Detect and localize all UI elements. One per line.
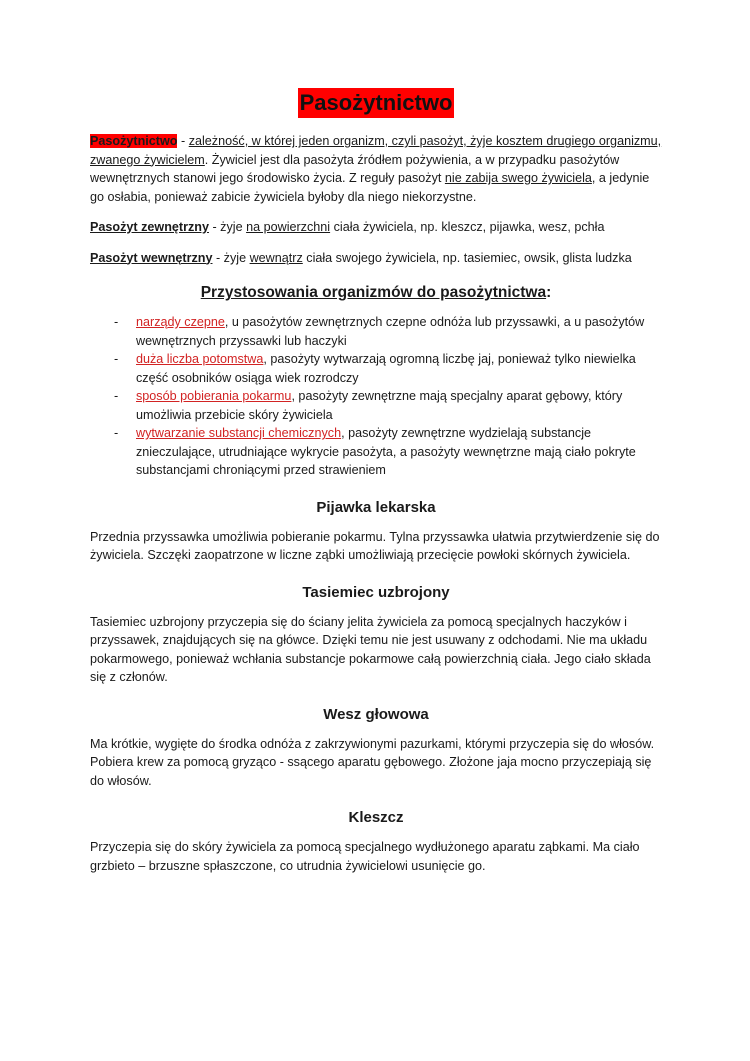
adaptations-list bbox=[90, 313, 662, 480]
adaptation-term: wytwarzanie substancji chemicznych bbox=[136, 426, 342, 440]
internal-text-1: - żyje bbox=[212, 250, 250, 265]
adaptations-heading bbox=[90, 283, 662, 303]
adaptation-text: , pasożyty wytwarzają ogromną liczbę jaj, ponieważ tylko niewielka część osobników osiąga wiek rozrodczy bbox=[136, 352, 636, 385]
adaptation-term: duża liczba potomstwa bbox=[136, 352, 264, 366]
adaptation-text: , pasożyty zewnętrzne mają specjalny aparat gębowy, który umożliwia przebicie skóry żywiciela bbox=[136, 389, 623, 422]
adaptation-term: narządy czepne bbox=[136, 315, 225, 329]
section-text-tapeworm: Tasiemiec uzbrojony przyczepia się do ściany jelita żywiciela za pomocą specjalnych haczyków i przyssawek, znajdujących się na główce. Dzięki temu nie jest usuwany z odchodami. Nie ma układu pokarmowego, ponieważ wchłania substancje pokarmowe całą powierzchnią ciała. Jego ciało składa się z członów. bbox=[90, 614, 651, 684]
section-heading-tick: Kleszcz bbox=[348, 809, 404, 826]
list-dash: - bbox=[114, 352, 119, 366]
section-heading-tapeworm: Tasiemiec uzbrojony bbox=[302, 583, 450, 601]
internal-underlined: wewnątrz bbox=[249, 250, 303, 265]
list-dash: - bbox=[114, 389, 119, 403]
intro-term: Pasożytnictwo bbox=[90, 134, 178, 148]
list-item bbox=[90, 313, 662, 350]
list-item bbox=[90, 350, 662, 387]
document-content bbox=[90, 88, 662, 887]
adaptations-heading-colon: : bbox=[546, 284, 552, 301]
list-dash: - bbox=[114, 426, 119, 440]
list-item bbox=[90, 424, 662, 480]
section-text-leech: Przednia przyssawka umożliwia pobieranie pokarmu. Tylna przyssawka ułatwia przytwierdzenie się do żywiciela. Szczęki zaopatrzone w liczne ząbki umożliwiają przecięcie powłoki skórnych żywiciela. bbox=[90, 529, 660, 562]
internal-term: Pasożyt wewnętrzny bbox=[90, 250, 213, 265]
intro-underlined-2: nie zabija swego żywiciela bbox=[444, 171, 592, 185]
section-heading-louse: Wesz głowowa bbox=[323, 705, 429, 723]
internal-parasite-paragraph bbox=[90, 249, 662, 268]
title-wrap bbox=[90, 88, 662, 118]
section-text-louse: Ma krótkie, wygięte do środka odnóża z zakrzywionymi pazurkami, którymi przyczepia się do włosów. Pobiera krew za pomocą gryząco - ssącego aparatu gębowego. Złożone jaja mocno przyczepiają się do włosów. bbox=[90, 736, 655, 788]
intro-text-3: , a jedynie go osłabia, ponieważ zabicie żywiciela byłoby dla niego niekorzystne. bbox=[90, 171, 650, 204]
external-parasite-paragraph bbox=[90, 218, 662, 237]
adaptation-text: , pasożyty zewnętrzne wydzielają substancje znieczulające, utrudniające wykrycie pasożyta, a pasożyty wewnętrzne mają ciało pokryte substancjami chroniącymi przed strawieniem bbox=[136, 426, 636, 477]
adaptation-text: , u pasożytów zewnętrznych czepne odnóża lub przyssawki, a u pasożytów wewnętrznych przyssawki lub haczyki bbox=[136, 315, 645, 348]
intro-text-1: - bbox=[177, 134, 189, 148]
external-text-2: ciała żywiciela, np. kleszcz, pijawka, wesz, pchła bbox=[330, 220, 605, 234]
adaptation-term: sposób pobierania pokarmu bbox=[136, 389, 292, 403]
section-text-tick: Przyczepia się do skóry żywiciela za pomocą specjalnego wydłużonego aparatu ząbkami. Ma ciało grzbieto – brzuszne spłaszczone, co utrudnia żywicielowi usunięcie go. bbox=[90, 840, 640, 873]
external-term: Pasożyt zewnętrzny bbox=[90, 220, 209, 234]
page-title: Pasożytnictwo bbox=[298, 88, 455, 118]
intro-text-2: . Żywiciel jest dla pasożyta źródłem pożywienia, a w przypadku pasożytów wewnętrznych stanowi jego środowisko życia. Z reguły pasożyt bbox=[90, 152, 620, 185]
external-underlined: na powierzchni bbox=[246, 220, 331, 234]
internal-text-2: ciała swojego żywiciela, np. tasiemiec, owsik, glista ludzka bbox=[302, 250, 632, 265]
intro-underlined-1: zależność, w której jeden organizm, czyli pasożyt, żyje kosztem drugiego organizmu, zwanego żywicielem bbox=[90, 134, 662, 167]
external-text-1: - żyje bbox=[208, 220, 247, 234]
intro-paragraph bbox=[90, 132, 662, 206]
section-heading-leech: Pijawka lekarska bbox=[316, 498, 436, 516]
adaptations-heading-text: Przystosowania organizmów do pasożytnictwa bbox=[200, 284, 547, 301]
list-item bbox=[90, 387, 662, 424]
list-dash: - bbox=[114, 315, 119, 329]
